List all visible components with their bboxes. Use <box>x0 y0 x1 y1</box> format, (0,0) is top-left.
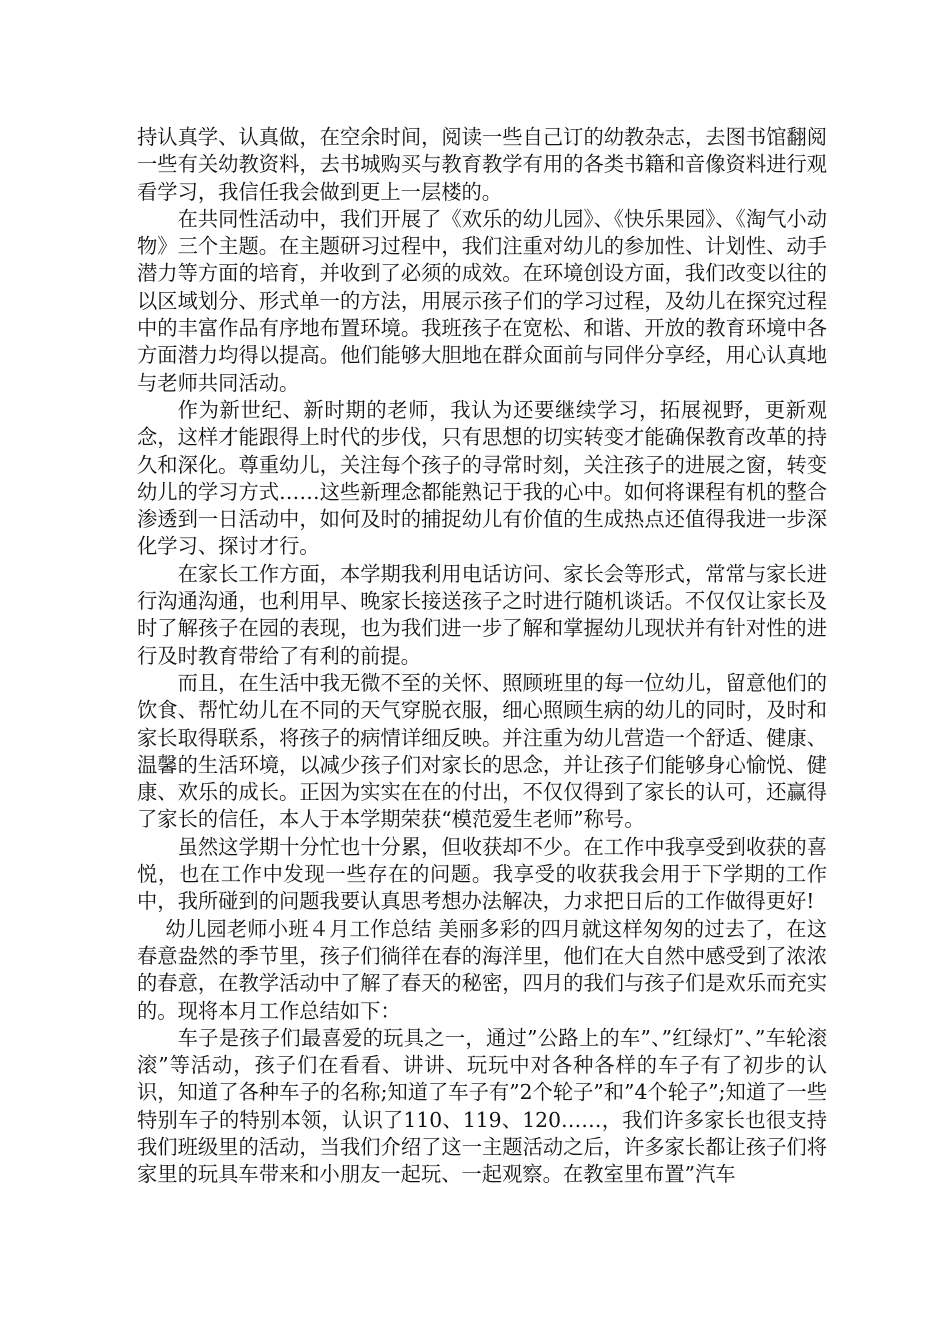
paragraph-1: 持认真学、认真做，在空余时间，阅读一些自己订的幼教杂志，去图书馆翻阅一些有关幼教资料，去书城购买与教育教学有用的各类书籍和音像资料进行观看学习，我信任我会做到更上一层楼的。 <box>137 125 827 204</box>
paragraph-6: 虽然这学期十分忙也十分累，但收获却不少。在工作中我享受到收获的喜悦，也在工作中发现一些存在的问题。我享受的收获我会用于下学期的工作中，我所碰到的问题我要认真思考想办法解决，力求把日后的工作做得更好! <box>137 834 827 914</box>
document-body <box>137 124 827 1189</box>
paragraph-2: 在共同性活动中，我们开展了《欢乐的幼儿园》、《快乐果园》、《淘气小动物》三个主题。在主题研习过程中，我们注重对幼儿的参加性、计划性、动手潜力等方面的培育，并收到了必须的成效。在环境创设方面，我们改变以往的以区域划分、形式单一的方法，用展示孩子们的学习过程，及幼儿在探究过程中的丰富作品有序地布置环境。我班孩子在宽松、和谐、开放的教育环境中各方面潜力均得以提高。他们能够大胆地在群众面前与同伴分享经，用心认真地与老师共同活动。 <box>137 206 827 395</box>
paragraph-3: 作为新世纪、新时期的老师，我认为还要继续学习，拓展视野，更新观念，这样才能跟得上时代的步伐，只有思想的切实转变才能确保教育改革的持久和深化。尊重幼儿，关注每个孩子的寻常时刻，关注孩子的进展之窗，转变幼儿的学习方式……这些新理念都能熟记于我的心中。如何将课程有机的整合渗透到一日活动中，如何及时的捕捉幼儿有价值的生成热点还值得我进一步深化学习、探讨才行。 <box>137 397 827 559</box>
paragraph-8: 车子是孩子们最喜爱的玩具之一，通过”公路上的车”、”红绿灯”、”车轮滚滚”等活动，孩子们在看看、讲讲、玩玩中对各种各样的车子有了初步的认识，知道了各种车子的名称;知道了车子有”2个轮子”和”4个轮子”;知道了一些特别车子的特别本领，认识了110、119、120……，我们许多家长也很支持我们班级里的活动，当我们介绍了这一主题活动之后，许多家长都让孩子们将家里的玩具车带来和小朋友一起玩、一起观察。在教室里布置”汽车 <box>137 1025 827 1187</box>
paragraph-7: 幼儿园老师小班４月工作总结 美丽多彩的四月就这样匆匆的过去了，在这春意盎然的季节里，孩子们徜徉在春的海洋里，他们在大自然中感受到了浓浓的春意，在教学活动中了解了春天的秘密，四月的我们与孩子们是欢乐而充实的。现将本月工作总结如下： <box>137 916 827 1023</box>
paragraph-5: 而且，在生活中我无微不至的关怀、照顾班里的每一位幼儿，留意他们的饮食、帮忙幼儿在不同的天气穿脱衣服，细心照顾生病的幼儿的同时，及时和家长取得联系，将孩子的病情详细反映。并注重为幼儿营造一个舒适、健康、温馨的生活环境，以减少孩子们对家长的思念，并让孩子们能够身心愉悦、健康、欢乐的成长。正因为实实在在的付出，不仅仅得到了家长的认可，还赢得了家长的信任，本人于本学期荣获“模范爱生老师”称号。 <box>137 670 827 832</box>
paragraph-4: 在家长工作方面，本学期我利用电话访问、家长会等形式，常常与家长进行沟通沟通，也利用早、晚家长接送孩子之时进行随机谈话。不仅仅让家长及时了解孩子在园的表现，也为我们进一步了解和掌握幼儿现状并有针对性的进行及时教育带给了有利的前提。 <box>137 561 827 668</box>
